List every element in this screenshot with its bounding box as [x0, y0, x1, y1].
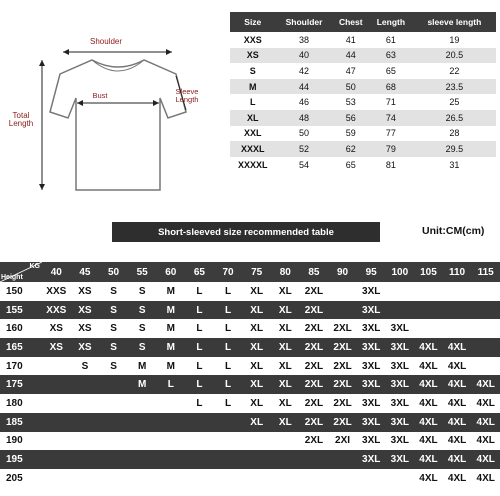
recommended-size-cell: XL: [242, 413, 271, 432]
recommended-size-cell: XL: [278, 360, 292, 372]
recommended-size-cell: L: [196, 323, 203, 335]
size-chart-col-header: Length: [369, 12, 413, 32]
size-chart-table: [230, 12, 496, 172]
recommended-size-cell: S: [81, 360, 89, 372]
recommended-size-cell: [128, 413, 157, 432]
recommended-size-cell: L: [185, 338, 214, 357]
recommended-size-cell: L: [185, 301, 214, 320]
recommended-size-cell: XL: [278, 323, 292, 335]
recommended-size-cell: [328, 469, 357, 488]
total-length-label: Total Length: [8, 111, 34, 128]
size-chart-cell: 47: [345, 65, 356, 76]
height-cell: 165: [0, 338, 42, 357]
weight-header: 100: [386, 262, 415, 282]
size-chart-row: [230, 48, 496, 64]
recommended-size-cell: [42, 469, 71, 488]
size-chart-cell: 54: [299, 159, 310, 170]
recommended-row: [0, 301, 500, 320]
weight-header: 45: [71, 262, 100, 282]
size-chart-col-header: Shoulder: [276, 12, 333, 32]
recommended-size-cell: 3XL: [386, 338, 415, 357]
size-chart-cell: 77: [385, 128, 396, 139]
recommended-size-cell: L: [225, 397, 232, 409]
size-chart-cell: 44: [276, 79, 333, 95]
height-weight-corner: [0, 262, 42, 282]
weight-header: 75: [242, 262, 271, 282]
recommended-size-cell: [300, 450, 329, 469]
recommended-size-cell: [414, 319, 443, 338]
recommended-size-cell: 3XL: [362, 285, 381, 297]
recommended-size-cell: S: [138, 323, 146, 335]
recommended-size-table: [0, 262, 500, 488]
recommended-size-cell: [443, 282, 472, 301]
height-cell: 160: [6, 323, 23, 335]
recommended-size-cell: 4XL: [447, 435, 467, 447]
recommended-size-cell: [471, 338, 500, 357]
recommended-size-cell: XL: [278, 285, 292, 297]
height-cell: 180: [6, 397, 23, 409]
recommended-size-cell: XL: [250, 397, 264, 409]
weight-header: 65: [185, 262, 214, 282]
recommended-size-cell: XL: [271, 413, 300, 432]
recommended-size-cell: XS: [71, 301, 100, 320]
recommended-size-cell: [99, 394, 128, 413]
weight-header: 80: [271, 262, 300, 282]
recommended-size-cell: 3XL: [362, 323, 381, 335]
recommended-size-cell: 3XL: [386, 450, 415, 469]
recommended-size-cell: [386, 301, 415, 320]
size-chart-cell: 38: [299, 34, 310, 45]
size-chart-col-header: Size: [230, 12, 276, 32]
measurement-diagram: [0, 0, 225, 205]
weight-header: 105: [414, 262, 443, 282]
recommended-size-cell: 4XL: [414, 450, 443, 469]
recommended-size-cell: XXS: [42, 301, 71, 320]
size-chart-cell: 62: [333, 141, 369, 157]
recommended-size-cell: [471, 282, 500, 301]
recommended-size-cell: 2XL: [328, 413, 357, 432]
recommended-size-cell: [185, 469, 214, 488]
recommended-size-cell: [471, 301, 500, 320]
recommended-size-body: [0, 282, 500, 488]
recommended-size-cell: [99, 375, 128, 394]
recommended-size-cell: 3XL: [357, 450, 386, 469]
recommended-size-cell: [242, 432, 271, 451]
recommended-size-cell: 4XL: [414, 338, 443, 357]
size-chart-row: [230, 126, 496, 142]
size-chart-row: [230, 141, 496, 157]
size-chart-body: [230, 32, 496, 172]
height-cell: 185: [0, 413, 42, 432]
recommended-size-cell: 4XL: [419, 397, 438, 409]
recommended-size-cell: [42, 375, 71, 394]
size-chart-cell: 26.5: [413, 110, 496, 126]
size-chart-cell: 74: [369, 110, 413, 126]
recommended-size-cell: 4XL: [471, 450, 500, 469]
bust-label: Bust: [92, 91, 108, 100]
size-chart-cell: 50: [299, 128, 310, 139]
weight-header: 55: [128, 262, 157, 282]
size-chart-cell: XL: [230, 110, 276, 126]
recommended-size-cell: [128, 469, 157, 488]
recommended-size-cell: [71, 432, 100, 451]
size-chart-cell: 20.5: [413, 48, 496, 64]
recommended-size-cell: XL: [242, 338, 271, 357]
recommended-size-cell: [414, 282, 443, 301]
recommended-size-cell: [42, 357, 71, 376]
recommended-size-cell: XS: [71, 338, 100, 357]
unit-label: Unit:CM(cm): [422, 225, 485, 237]
size-chart-cell: 29.5: [413, 141, 496, 157]
size-chart-cell: S: [249, 65, 256, 76]
size-chart-cell: L: [250, 97, 256, 108]
recommended-size-cell: [71, 413, 100, 432]
recommended-size-cell: XS: [78, 323, 92, 335]
recommended-size-cell: 4XL: [419, 360, 438, 372]
size-chart-cell: 50: [333, 79, 369, 95]
recommended-size-cell: L: [214, 338, 243, 357]
recommended-size-cell: 4XL: [419, 435, 438, 447]
recommended-size-cell: 3XL: [362, 435, 381, 447]
recommended-size-cell: [42, 413, 71, 432]
recommended-size-cell: L: [185, 375, 214, 394]
recommended-table-caption: Short-sleeved size recommended table: [112, 222, 380, 242]
recommended-size-cell: XL: [250, 360, 264, 372]
recommended-size-cell: [214, 450, 243, 469]
recommended-size-cell: XS: [78, 285, 92, 297]
recommended-size-cell: 2XL: [333, 360, 352, 372]
size-chart-cell: 65: [385, 65, 396, 76]
height-cell: 190: [6, 435, 23, 447]
recommended-size-cell: [157, 469, 186, 488]
recommended-size-cell: 4XL: [414, 375, 443, 394]
recommended-size-cell: M: [157, 338, 186, 357]
recommended-size-cell: M: [166, 323, 175, 335]
recommended-size-cell: [328, 282, 357, 301]
recommended-size-cell: 4XL: [414, 413, 443, 432]
recommended-size-cell: L: [225, 323, 232, 335]
weight-header: 85: [300, 262, 329, 282]
recommended-size-cell: S: [138, 285, 146, 297]
recommended-size-cell: 4XL: [443, 450, 472, 469]
recommended-size-cell: XS: [49, 323, 63, 335]
recommended-row: [0, 432, 500, 451]
size-chart-cell: 31: [449, 159, 460, 170]
recommended-size-cell: [443, 301, 472, 320]
recommended-size-cell: 2XL: [300, 338, 329, 357]
recommended-size-cell: 4XL: [471, 413, 500, 432]
recommended-size-cell: [185, 432, 214, 451]
recommended-size-cell: M: [128, 375, 157, 394]
size-chart-cell: 42: [299, 65, 310, 76]
recommended-size-cell: L: [225, 285, 232, 297]
recommended-size-cell: XS: [42, 338, 71, 357]
recommended-size-cell: S: [128, 301, 157, 320]
weight-header-row: [0, 262, 500, 282]
recommended-row: [0, 319, 500, 338]
weight-header: 60: [157, 262, 186, 282]
recommended-size-cell: S: [128, 338, 157, 357]
recommended-size-cell: XL: [278, 397, 292, 409]
recommended-size-cell: [185, 413, 214, 432]
recommended-size-cell: XXS: [46, 285, 67, 297]
size-chart-row: [230, 79, 496, 95]
recommended-size-cell: [414, 301, 443, 320]
recommended-size-cell: M: [166, 360, 175, 372]
recommended-size-cell: XL: [271, 301, 300, 320]
recommended-size-cell: XL: [250, 323, 264, 335]
recommended-size-cell: [214, 413, 243, 432]
size-chart-cell: 71: [385, 97, 396, 108]
recommended-size-cell: 4XL: [476, 435, 495, 447]
recommended-size-cell: [271, 469, 300, 488]
size-chart-cell: 22: [449, 65, 460, 76]
size-chart-cell: 52: [276, 141, 333, 157]
recommended-size-cell: [300, 469, 329, 488]
recommended-size-cell: 3XL: [390, 360, 409, 372]
recommended-size-cell: 4XL: [443, 338, 472, 357]
recommended-size-cell: 2XL: [304, 397, 324, 409]
size-chart-cell: XXL: [244, 128, 262, 139]
recommended-size-cell: 3XL: [357, 301, 386, 320]
recommended-size-cell: L: [225, 360, 232, 372]
size-chart-cell: 48: [276, 110, 333, 126]
recommended-size-cell: [71, 394, 100, 413]
recommended-size-cell: 2XL: [304, 285, 324, 297]
recommended-size-cell: XL: [250, 285, 264, 297]
recommended-size-cell: L: [157, 375, 186, 394]
recommended-size-cell: [42, 432, 71, 451]
size-chart-cell: 28: [449, 128, 460, 139]
recommended-size-cell: [471, 357, 500, 376]
size-chart-cell: 40: [276, 48, 333, 64]
size-chart-header: [230, 12, 496, 32]
size-chart-cell: 56: [333, 110, 369, 126]
recommended-size-cell: 2XL: [328, 338, 357, 357]
recommended-size-cell: [99, 469, 128, 488]
recommended-size-cell: [128, 450, 157, 469]
recommended-size-cell: 2XI: [335, 435, 351, 447]
size-chart-cell: 59: [345, 128, 356, 139]
height-cell: 170: [6, 360, 23, 372]
recommended-size-cell: S: [99, 338, 128, 357]
recommended-size-cell: S: [110, 285, 117, 297]
weight-header: 95: [357, 262, 386, 282]
shoulder-label: Shoulder: [89, 37, 123, 46]
weight-header: 90: [328, 262, 357, 282]
recommended-size-cell: [357, 469, 386, 488]
recommended-size-cell: 4XL: [443, 375, 472, 394]
recommended-size-cell: 3XL: [390, 323, 409, 335]
recommended-size-cell: [71, 450, 100, 469]
height-cell: 155: [0, 301, 42, 320]
recommended-size-cell: [185, 450, 214, 469]
recommended-size-cell: [328, 301, 357, 320]
size-chart-cell: 25: [449, 97, 460, 108]
recommended-size-cell: [271, 450, 300, 469]
size-chart-cell: 41: [345, 34, 356, 45]
recommended-size-cell: [271, 432, 300, 451]
recommended-size-cell: [42, 394, 71, 413]
recommended-size-cell: 3XL: [357, 375, 386, 394]
recommended-size-cell: 2XL: [333, 397, 352, 409]
recommended-size-cell: L: [196, 285, 203, 297]
recommended-size-cell: [443, 319, 472, 338]
recommended-row: [0, 469, 500, 488]
size-chart-row: [230, 110, 496, 126]
size-chart-cell: 63: [369, 48, 413, 64]
height-cell: 195: [0, 450, 42, 469]
recommended-size-cell: 3XL: [386, 413, 415, 432]
recommended-size-cell: 3XL: [357, 338, 386, 357]
recommended-size-cell: [99, 450, 128, 469]
recommended-size-cell: [157, 450, 186, 469]
recommended-size-cell: L: [196, 360, 203, 372]
recommended-size-cell: [214, 432, 243, 451]
size-chart-row: [230, 157, 496, 173]
recommended-size-cell: L: [196, 397, 203, 409]
recommended-row: [0, 338, 500, 357]
recommended-size-cell: [242, 469, 271, 488]
recommended-size-cell: [242, 450, 271, 469]
size-chart-cell: XXS: [243, 34, 262, 45]
recommended-size-cell: 2XL: [300, 301, 329, 320]
weight-header: 115: [471, 262, 500, 282]
recommended-row: [0, 357, 500, 376]
size-chart-cell: XXXXL: [238, 159, 268, 170]
size-chart-cell: 46: [299, 97, 310, 108]
recommended-size-cell: XL: [271, 375, 300, 394]
recommended-size-cell: L: [214, 301, 243, 320]
recommended-size-cell: 3XL: [386, 375, 415, 394]
size-chart-cell: 53: [345, 97, 356, 108]
recommended-size-cell: XL: [271, 338, 300, 357]
recommended-size-cell: M: [166, 285, 175, 297]
recommended-size-cell: 2XL: [300, 413, 329, 432]
weight-header: 40: [42, 262, 71, 282]
recommended-size-cell: 4XL: [476, 472, 495, 484]
size-chart-cell: 65: [345, 159, 356, 170]
size-chart-col-header: Chest: [333, 12, 369, 32]
recommended-size-cell: XL: [242, 301, 271, 320]
size-chart-row: [230, 63, 496, 79]
recommended-size-cell: S: [110, 360, 117, 372]
recommended-row: [0, 413, 500, 432]
weight-header: 110: [443, 262, 472, 282]
recommended-size-cell: [157, 394, 186, 413]
recommended-size-cell: M: [138, 360, 147, 372]
size-chart-cell: XS: [230, 48, 276, 64]
recommended-size-cell: XL: [242, 375, 271, 394]
recommended-size-cell: [328, 450, 357, 469]
size-chart-cell: 23.5: [413, 79, 496, 95]
recommended-size-cell: 4XL: [447, 472, 467, 484]
recommended-size-cell: 2XL: [304, 323, 324, 335]
size-chart-cell: 81: [385, 159, 396, 170]
weight-header: 50: [99, 262, 128, 282]
recommended-size-cell: 3XL: [362, 397, 381, 409]
recommended-size-cell: 4XL: [471, 375, 500, 394]
sleeve-length-label: Sleeve Length: [175, 87, 199, 104]
recommended-size-cell: [128, 394, 157, 413]
size-chart-cell: XXXL: [230, 141, 276, 157]
recommended-size-cell: 3XL: [362, 360, 381, 372]
recommended-size-cell: [157, 432, 186, 451]
recommended-size-cell: 4XL: [447, 397, 467, 409]
recommended-size-cell: 4XL: [443, 413, 472, 432]
recommended-row: [0, 375, 500, 394]
recommended-size-cell: 2XL: [300, 375, 329, 394]
recommended-size-cell: [71, 375, 100, 394]
recommended-size-cell: [128, 432, 157, 451]
recommended-size-cell: 4XL: [419, 472, 438, 484]
size-chart-cell: 44: [333, 48, 369, 64]
recommended-size-cell: [42, 450, 71, 469]
recommended-size-cell: [157, 413, 186, 432]
size-chart-cell: 19: [449, 34, 460, 45]
recommended-size-cell: [99, 413, 128, 432]
recommended-size-cell: 2XL: [304, 360, 324, 372]
recommended-size-cell: 2XL: [333, 323, 352, 335]
recommended-size-cell: M: [157, 301, 186, 320]
size-chart-col-header: sleeve length: [413, 12, 496, 32]
recommended-size-cell: 2XL: [328, 375, 357, 394]
recommended-size-cell: S: [99, 301, 128, 320]
height-label: Height: [1, 274, 23, 281]
recommended-size-cell: 3XL: [390, 435, 409, 447]
recommended-size-cell: 4XL: [476, 397, 495, 409]
recommended-size-cell: S: [110, 323, 117, 335]
height-cell: 150: [6, 285, 23, 297]
weight-header: 70: [214, 262, 243, 282]
recommended-size-cell: [386, 282, 415, 301]
size-chart-row: [230, 94, 496, 110]
recommended-row: [0, 282, 500, 301]
size-chart-cell: 68: [369, 79, 413, 95]
height-cell: 175: [0, 375, 42, 394]
recommended-size-cell: 3XL: [390, 397, 409, 409]
size-chart-row: [230, 32, 496, 48]
recommended-size-cell: 4XL: [447, 360, 467, 372]
recommended-size-cell: L: [214, 375, 243, 394]
recommended-size-cell: [99, 432, 128, 451]
size-chart-cell: 79: [369, 141, 413, 157]
size-chart-cell: 61: [385, 34, 396, 45]
kg-label: KG: [29, 263, 40, 270]
recommended-size-cell: 2XL: [304, 435, 324, 447]
recommended-size-cell: [71, 469, 100, 488]
recommended-size-cell: 3XL: [357, 413, 386, 432]
size-chart-cell: M: [230, 79, 276, 95]
recommended-row: [0, 450, 500, 469]
height-cell: 205: [6, 472, 23, 484]
recommended-size-cell: [471, 319, 500, 338]
recommended-size-cell: [386, 469, 415, 488]
recommended-row: [0, 394, 500, 413]
recommended-size-cell: [214, 469, 243, 488]
